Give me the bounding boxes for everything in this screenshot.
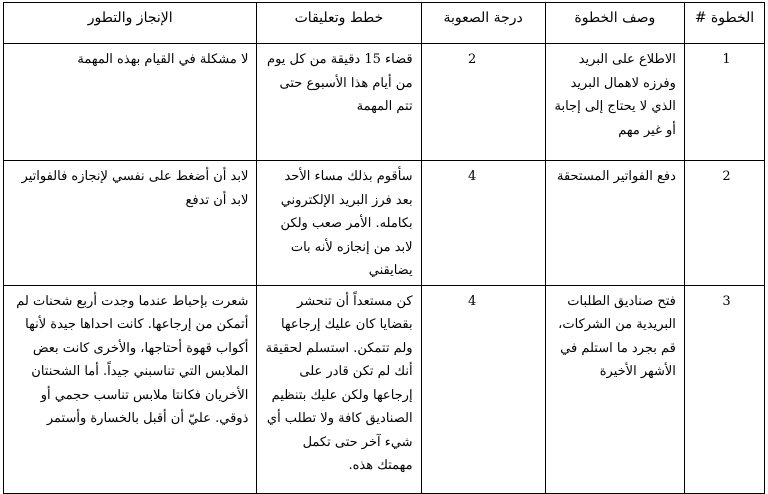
step-description-cell: الاطلاع على البريد وفرزه لاهمال البريد الذي لا يحتاج إلى إجابة أو غير مهم bbox=[545, 44, 684, 161]
header-step-description: وصف الخطوة bbox=[545, 3, 684, 44]
step-description-cell: فتح صناديق الطلبات البريدية من الشركات، قم بجرد ما استلم في الأشهر الأخيرة bbox=[545, 285, 684, 493]
difficulty-cell: 4 bbox=[421, 161, 545, 286]
step-number-cell: 1 bbox=[684, 44, 764, 161]
header-plans-comments: خطط وتعليقات bbox=[257, 3, 421, 44]
step-number-cell: 3 bbox=[684, 285, 764, 493]
plans-cell: سأقوم بذلك مساء الأحد بعد فرز البريد الإلكتروني بكامله. الأمر صعب ولكن لابد من إنجازه لأنه بات يضايقني bbox=[257, 161, 421, 286]
difficulty-cell: 4 bbox=[421, 285, 545, 493]
header-step-number: الخطوة # bbox=[684, 3, 764, 44]
achievement-cell: شعرت بإحباط عندما وجدت أربع شحنات لم أتمكن من إرجاعها. كانت احداها جيدة لأنها أكواب قهوة أحتاجها، والأخرى كانت بعض الملابس التي تناسبني جيداً. أما الشحنتان الأخريان فكانتا ملابس تناسب حجمي أو ذوقي. عليّ أن أقبل بالخسارة وأستمر bbox=[4, 285, 257, 493]
steps-table bbox=[3, 2, 765, 494]
header-difficulty: درجة الصعوبة bbox=[421, 3, 545, 44]
achievement-cell: لابد أن أضغط على نفسي لإنجازه فالفواتير لابد أن تدفع bbox=[4, 161, 257, 286]
plans-cell: كن مستعداً أن تنحشر بقضايا كان عليك إرجاعها ولم تتمكن. استسلم لحقيقة أنك لم تكن قادر على إرجاعها ولكن عليك بتنظيم الصناديق كافة ولا تطلب أي شيء آخر حتى تكمل مهمتك هذه. bbox=[257, 285, 421, 493]
header-achievement: الإنجاز والتطور bbox=[4, 3, 257, 44]
step-number-cell: 2 bbox=[684, 161, 764, 286]
plans-cell: قضاء 15 دقيقة من كل يوم من أيام هذا الأسبوع حتى تتم المهمة bbox=[257, 44, 421, 161]
header-row bbox=[4, 3, 765, 44]
difficulty-cell: 2 bbox=[421, 44, 545, 161]
table-row bbox=[4, 161, 765, 286]
table-row bbox=[4, 285, 765, 493]
table-row bbox=[4, 44, 765, 161]
step-description-cell: دفع الفواتير المستحقة bbox=[545, 161, 684, 286]
achievement-cell: لا مشكلة في القيام بهذه المهمة bbox=[4, 44, 257, 161]
